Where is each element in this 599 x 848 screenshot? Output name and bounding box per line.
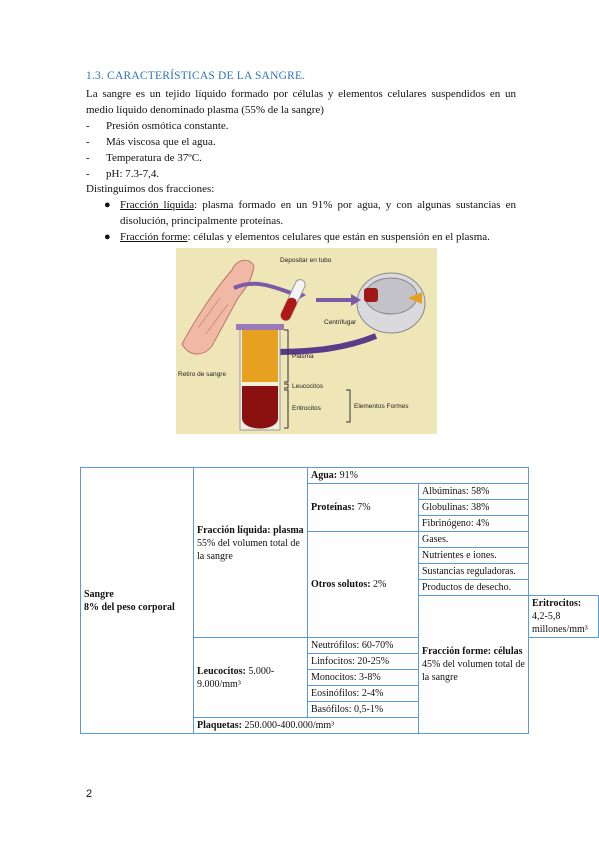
fractions-intro: Distinguimos dos fracciones:: [86, 183, 215, 195]
label-centrifugar: Centrifugar: [324, 319, 357, 326]
label-elementos: Elementos Formes: [354, 403, 409, 410]
leucocito-item: Monocitos: 3-8%: [308, 670, 419, 686]
leucocito-item: Neutrófilos: 60-70%: [308, 638, 419, 654]
soluto-item: Nutrientes e iones.: [419, 548, 529, 564]
proteina-item: Fibrinógeno: 4%: [419, 516, 529, 532]
dash-item: - Temperatura de 37ºC.: [86, 152, 202, 164]
fractions-list: [100, 197, 516, 245]
plasma-layer: [242, 328, 278, 382]
eritrocitos-cell: Eritrocitos: 4,2-5,8 millones/mm³: [529, 596, 599, 638]
bullet-item-forme: [100, 229, 516, 245]
bullet-icon: ●: [104, 199, 111, 211]
label-eritrocitos: Eritrocitos: [292, 405, 321, 412]
otros-solutos-cell: Otros solutos: 2%: [308, 532, 419, 638]
bullet-term: Fracción líquida: [120, 199, 195, 211]
sangre-subtitle: 8% del peso corporal: [84, 601, 175, 613]
proteina-item: Globulinas: 38%: [419, 500, 529, 516]
erythrocyte-layer: [242, 386, 278, 429]
leucocito-item: Linfocitos: 20-25%: [308, 654, 419, 670]
bullet-text: : células y elementos celulares que están en suspensión en el plasma.: [187, 231, 490, 243]
sangre-title: Sangre: [84, 588, 114, 600]
dash-item-text: pH: 7.3-7,4.: [106, 168, 160, 180]
leucocitos-cell: Leucocitos: 5.000-9.000/mm³: [194, 638, 308, 718]
agua-cell: Agua: 91%: [308, 468, 529, 484]
page-number: 2: [86, 788, 93, 800]
label-plasma: Plasma: [292, 353, 314, 360]
dash-item-text: Presión osmótica constante.: [106, 120, 229, 132]
forme-title: Fracción forme: células: [422, 646, 523, 657]
liquida-title: Fracción líquida: plasma: [197, 525, 304, 536]
dash-item: - Presión osmótica constante.: [86, 120, 229, 132]
soluto-item: Productos de desecho.: [419, 580, 529, 596]
illustration-svg: [176, 248, 437, 434]
intro-paragraph: La sangre es un tejido líquido formado por células y elementos celulares suspendidos en un medio líquido denominado plasma (55% de la sangre): [86, 88, 516, 116]
dash-item-text: Más viscosa que el agua.: [106, 136, 216, 148]
bullet-icon: ●: [104, 231, 111, 243]
bullet-text: : plasma formado en un 91% por agua, y con algunas sustancias en disolución, principalmente proteínas.: [120, 199, 516, 227]
leucocito-item: Eosinófilos: 2-4%: [308, 686, 419, 702]
bullet-term: Fracción forme: [120, 231, 188, 243]
soluto-item: Gases.: [419, 532, 529, 548]
leucocito-item: Basófilos: 0,5-1%: [308, 702, 419, 718]
bullet-item-liquida: [100, 197, 516, 229]
section-heading: 1.3. CARACTERÍSTICAS DE LA SANGRE.: [86, 70, 306, 82]
fraccion-forme-cell: [419, 596, 529, 734]
proteinas-cell: Proteínas: 7%: [308, 484, 419, 532]
liquida-desc: 55% del volumen total de la sangre: [197, 538, 300, 562]
blood-separation-illustration: [176, 248, 437, 434]
label-depositar: Depositar en tubo: [280, 257, 332, 264]
proteina-item: Albúminas: 58%: [419, 484, 529, 500]
forme-desc: 45% del volumen total de la sangre: [422, 659, 525, 683]
label-retiro: Retiro de sangre: [178, 371, 227, 378]
sangre-cell: [81, 468, 194, 734]
label-leucocitos: Leucocitos: [292, 383, 324, 390]
fraccion-liquida-cell: [194, 468, 308, 638]
dash-item: - Más viscosa que el agua.: [86, 136, 216, 148]
plaquetas-cell: Plaquetas: 250.000-400.000/mm³: [194, 718, 419, 734]
blood-composition-table: [80, 467, 599, 734]
soluto-item: Sustancias reguladoras.: [419, 564, 529, 580]
dash-item-text: Temperatura de 37ºC.: [106, 152, 202, 164]
dash-item: - pH: 7.3-7,4.: [86, 168, 160, 180]
